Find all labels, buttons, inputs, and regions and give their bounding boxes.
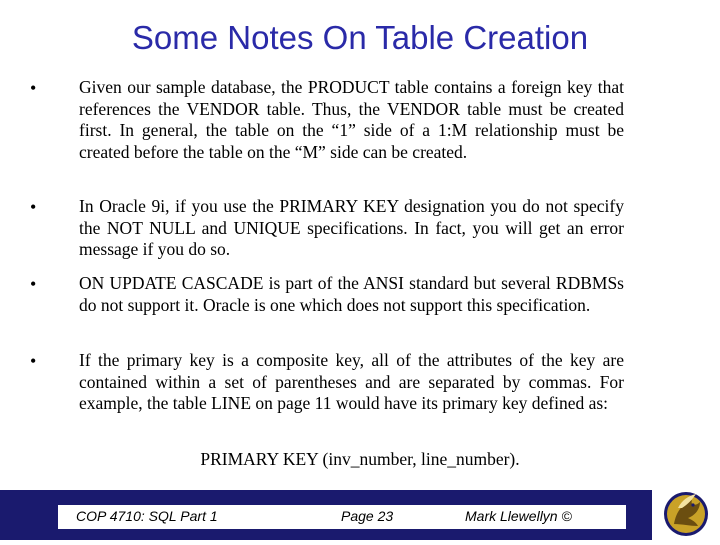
footer-page: Page 23 — [341, 508, 394, 524]
bullet-text: If the primary key is a composite key, all of the attributes of the key are contained within a set of parentheses and are separated by commas. For example, the table LINE on page 11 would have its primary key defined as: — [79, 350, 624, 413]
primary-key-example: PRIMARY KEY (inv_number, line_number). — [200, 449, 520, 469]
pegasus-logo-icon — [652, 478, 720, 540]
pegasus-logo-graphic — [652, 478, 720, 540]
bullet-text: ON UPDATE CASCADE is part of the ANSI standard but several RDBMSs do not support it. Oracle is one which does not support this specification. — [79, 273, 624, 315]
bullet-marker: • — [30, 274, 37, 294]
slide-title: Some Notes On Table Creation — [131, 19, 589, 56]
bullet-text: In Oracle 9i, if you use the PRIMARY KEY designation you do not specify the NOT NULL and UNIQUE specifications. In fact, you will get an error message if you do so. — [79, 196, 624, 259]
bullet-marker: • — [30, 351, 37, 371]
bullet-marker: • — [30, 78, 37, 98]
footer-author: Mark Llewellyn © — [465, 508, 572, 524]
bullet-text: Given our sample database, the PRODUCT table contains a foreign key that references the VENDOR table. Thus, the VENDOR table must be created first. In general, the table on the “1” side of a 1:M relationship must be created before the table on the “M” side can be created. — [79, 77, 624, 162]
bullet-marker: • — [30, 197, 37, 217]
footer-course: COP 4710: SQL Part 1 — [76, 508, 218, 524]
